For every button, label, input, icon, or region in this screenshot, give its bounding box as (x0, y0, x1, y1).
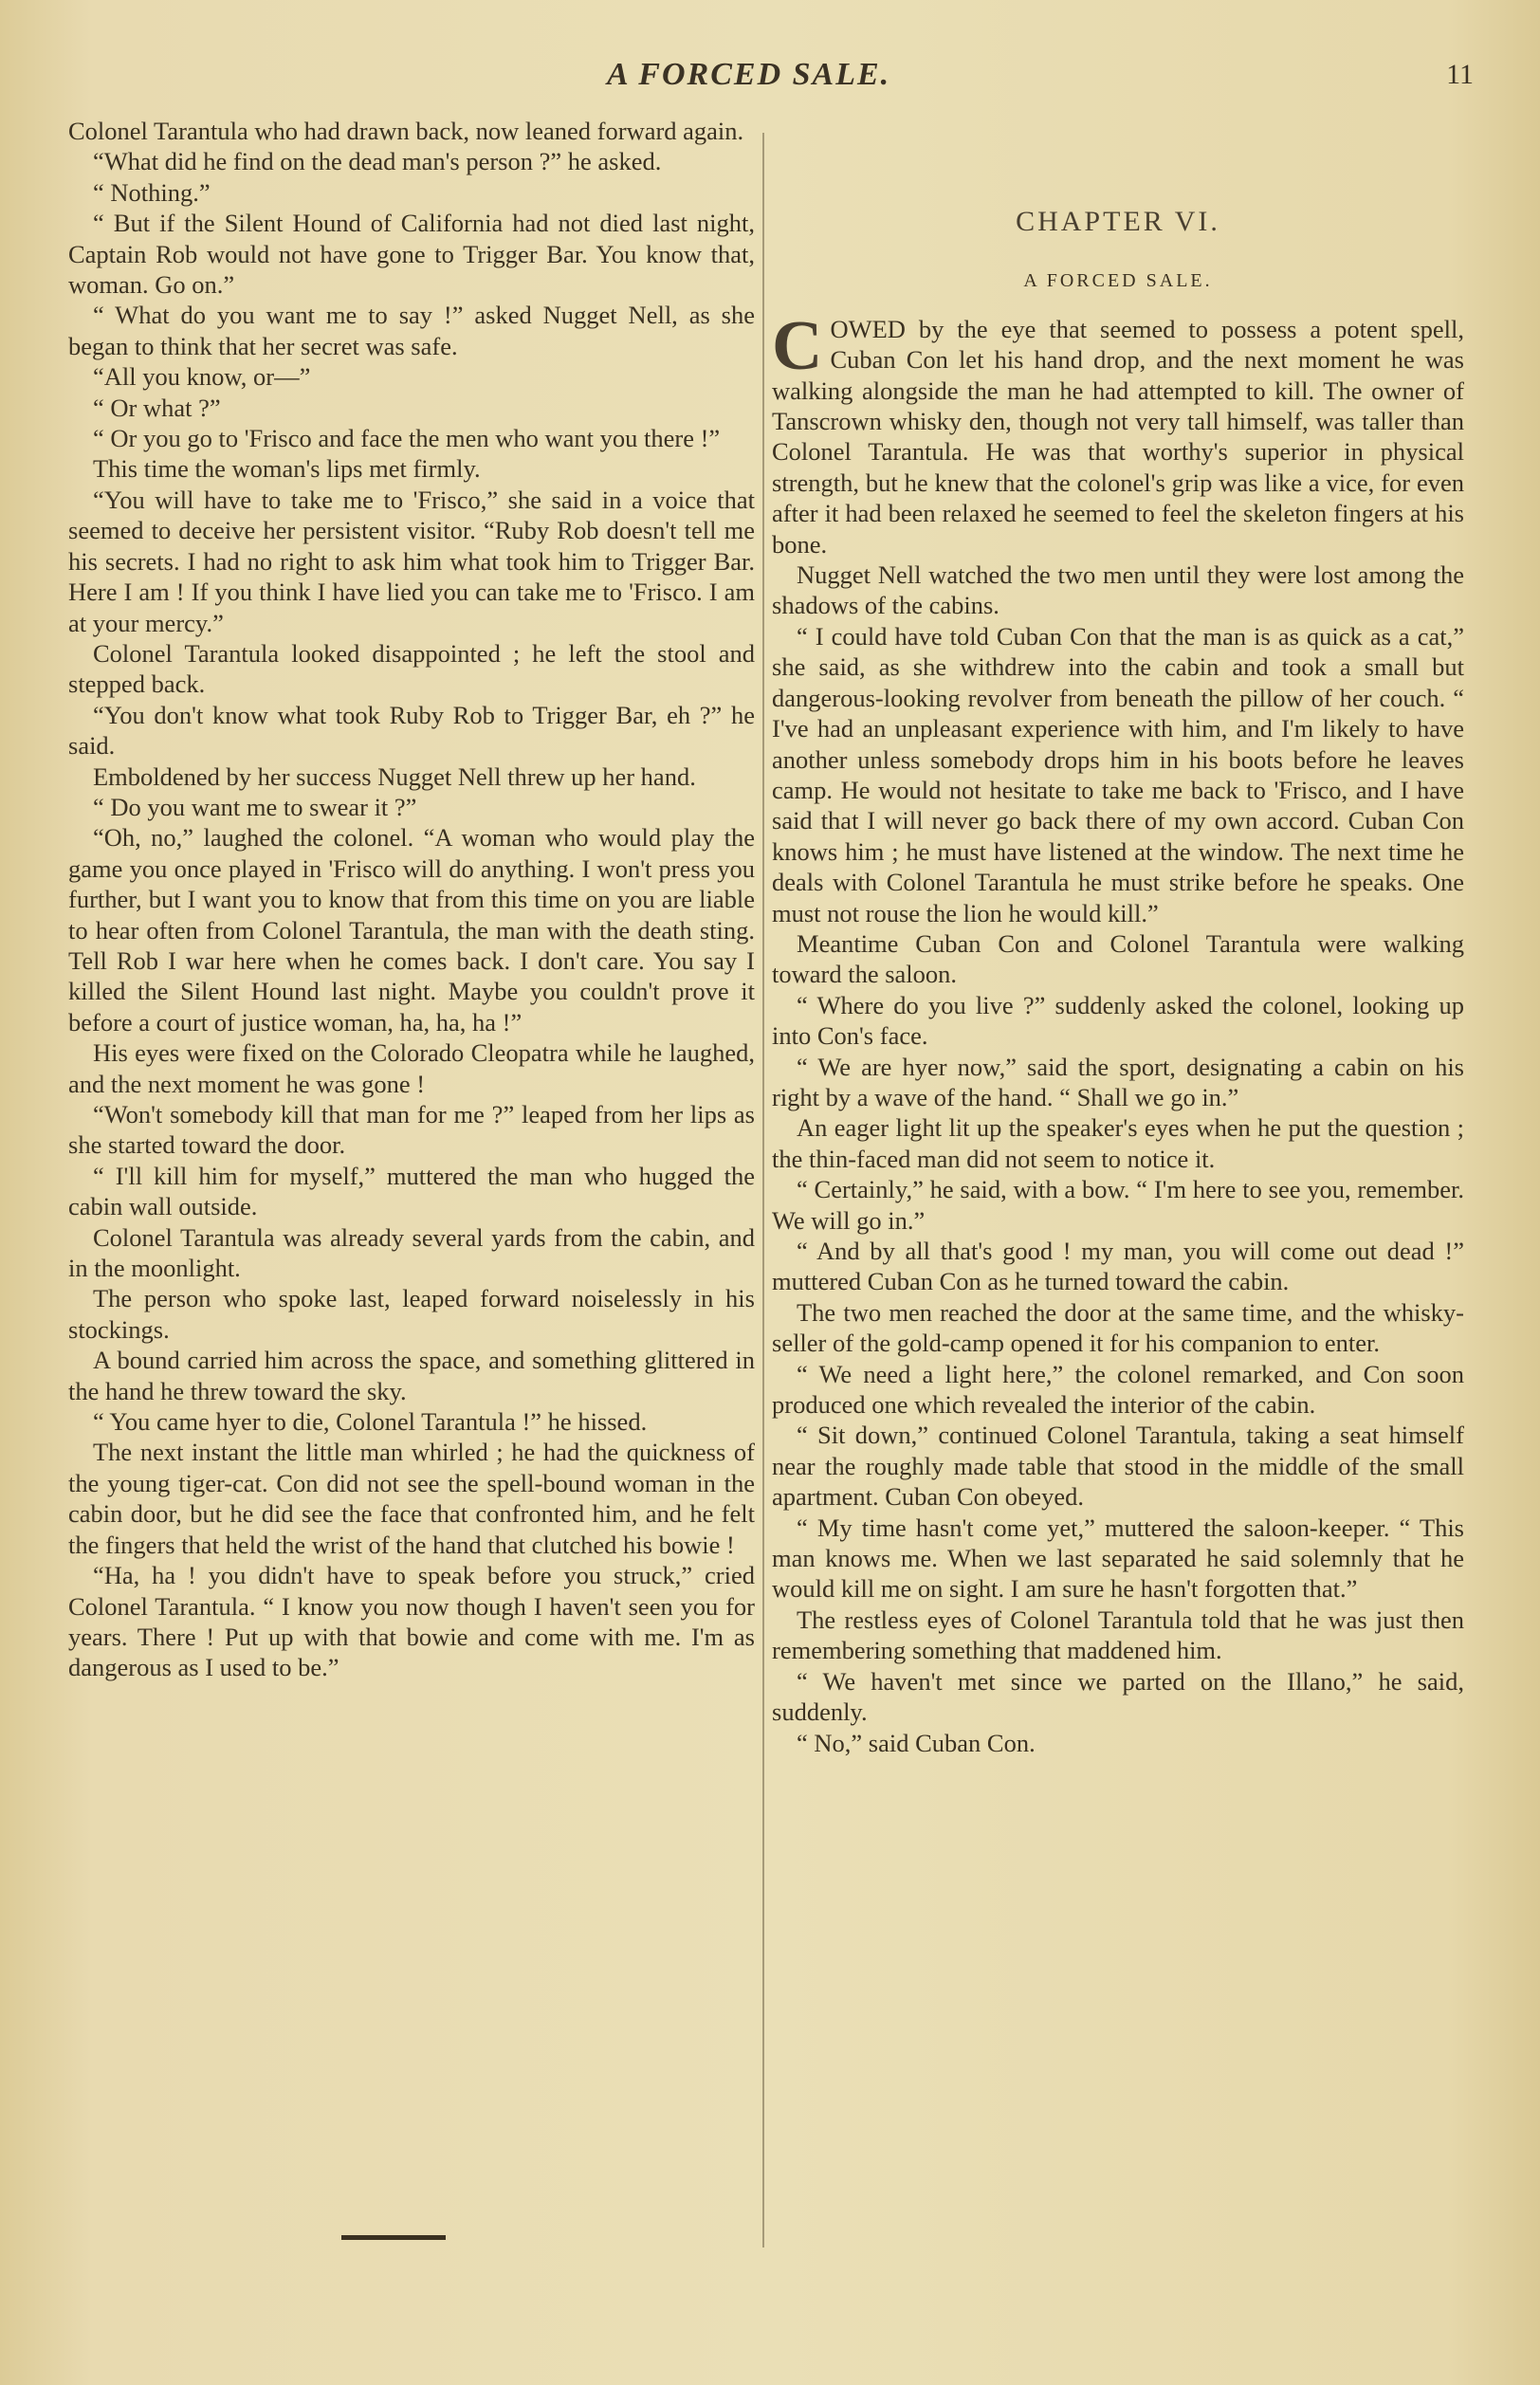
paragraph: “ No,” said Cuban Con. (797, 1728, 1036, 1757)
right-column (772, 116, 1464, 1758)
paragraph: “You will have to take me to 'Frisco,” she said in a voice that seemed to deceive her persistent visitor. “Ruby Rob doesn't tell me his secrets. I had no right to ask him what took him to Trigger Bar. Here I am ! If you think I have lied you can take me to 'Frisco. I am at your mercy.” (68, 485, 755, 637)
paragraph: “Oh, no,” laughed the colonel. “A woman who would play the game you once played in 'Frisco will do anything. I won't press you further, but I want you to know that from this time on you are liable to hear often from Colonel Tarantula, the man with the death sting. Tell Rob I war here when he comes back. I don't care. You say I killed the Silent Hound last night. Maybe you couldn't prove it before a court of justice woman, ha, ha, ha !” (68, 823, 755, 1037)
paragraph: An eager light lit up the speaker's eyes when he put the question ; the thin-faced man did not seem to notice it. (772, 1113, 1464, 1173)
paragraph: “ We haven't met since we parted on the Illano,” he said, suddenly. (772, 1666, 1464, 1727)
paragraph: “Ha, ha ! you didn't have to speak before you struck,” cried Colonel Tarantula. “ I know you now though I haven't seen you for years. There ! Put up with that bowie and come with me. I'm as dangerous as I used to be.” (68, 1561, 755, 1682)
paragraph: “You don't know what took Ruby Rob to Trigger Bar, eh ?” he said. (68, 700, 755, 761)
paragraph: “ My time hasn't come yet,” muttered the saloon-keeper. “ This man knows me. When we last separated he said solemnly that he would kill me on sight. I am sure he hasn't forgotten that.” (772, 1513, 1464, 1604)
paragraph: “Won't somebody kill that man for me ?” leaped from her lips as she started toward the door. (68, 1100, 755, 1160)
running-title: A FORCED SALE. (607, 57, 891, 92)
paragraph: “What did he find on the dead man's person ?” he asked. (93, 147, 662, 176)
paragraph: “ Or you go to 'Frisco and face the men who want you there !” (93, 424, 721, 453)
paragraph: A bound carried him across the space, and something glittered in the hand he threw toward the sky. (68, 1346, 755, 1405)
paragraph: The next instant the little man whirled ; he had the quickness of the young tiger-cat. Con did not see the spell-bound woman in the cabin door, but he did see the face that confronted him, and he felt the fingers that held the wrist of the hand that clutched his bowie ! (68, 1438, 755, 1559)
paragraph: “ And by all that's good ! my man, you will come out dead !” muttered Cuban Con as he turned toward the cabin. (772, 1237, 1464, 1296)
opening-paragraph (772, 306, 1464, 560)
paragraph: “ Certainly,” he said, with a bow. “ I'm here to see you, remember. We will go in.” (772, 1175, 1464, 1235)
paragraph: The person who spoke last, leaped forward noiselessly in his stockings. (68, 1284, 755, 1344)
paragraph: “ We need a light here,” the colonel remarked, and Con soon produced one which revealed the interior of the cabin. (772, 1359, 1464, 1420)
paragraph: “ But if the Silent Hound of California had not died last night, Captain Rob would not have gone to Trigger Bar. You know that, woman. Go on.” (68, 209, 755, 300)
paragraph: “ What do you want me to say !” asked Nugget Nell, as she began to think that her secret was safe. (68, 301, 755, 360)
section-end-rule (341, 2235, 446, 2240)
paragraph: “ Sit down,” continued Colonel Tarantula, taking a seat himself near the roughly made table that stood in the middle of the small apartment. Cuban Con obeyed. (772, 1421, 1464, 1512)
paragraph: “ I'll kill him for myself,” muttered the man who hugged the cabin wall outside. (68, 1161, 755, 1221)
chapter-heading: CHAPTER VI. (1016, 206, 1220, 237)
paragraph: Emboldened by her success Nugget Nell threw up her hand. (93, 761, 696, 791)
paragraph: The two men reached the door at the same time, and the whisky-seller of the gold-camp opened it for his companion to enter. (772, 1297, 1464, 1358)
dropcap: C (772, 306, 823, 385)
paragraph: Nugget Nell watched the two men until they were lost among the shadows of the cabins. (772, 560, 1464, 620)
paragraph: “ Nothing.” (93, 177, 211, 207)
column-divider (762, 133, 764, 2247)
paragraph: “ Do you want me to swear it ?” (93, 792, 417, 821)
paragraph: “ We are hyer now,” said the sport, designating a cabin on his right by a wave of the hand. “ Shall we go in.” (772, 1052, 1464, 1111)
page-header (0, 57, 1540, 104)
paragraph: His eyes were fixed on the Colorado Cleopatra while he laughed, and the next moment he was gone ! (68, 1038, 755, 1098)
paragraph: Colonel Tarantula who had drawn back, now leaned forward again. (68, 117, 744, 145)
paragraph: “ Or what ?” (93, 393, 221, 422)
paragraph: “ You came hyer to die, Colonel Tarantula !” he hissed. (93, 1407, 648, 1437)
page-number: 11 (1446, 59, 1474, 90)
paragraph: Meantime Cuban Con and Colonel Tarantula were walking toward the saloon. (772, 928, 1464, 989)
paragraph: “ I could have told Cuban Con that the man is as quick as a cat,” she said, as she withdrew into the cabin and took a small but dangerous-looking revolver from beneath the pillow of her couch. “ I've had an unpleasant experience with him, and I'm likely to have another unless somebody drops him in his boots before he leaves camp. He would not hesitate to take me back to 'Frisco, and I have said that I will never go back there of my own accord. Cuban Con knows him ; he must have listened at the window. The next time he deals with Colonel Tarantula he must strike before he speaks. One must not rouse the lion he would kill.” (772, 621, 1464, 927)
paragraph: The restless eyes of Colonel Tarantula told that he was just then remembering something that maddened him. (772, 1605, 1464, 1665)
paragraph: This time the woman's lips met firmly. (93, 454, 481, 484)
chapter-title: A FORCED SALE. (1023, 270, 1213, 292)
paragraph: Colonel Tarantula looked disappointed ; he left the stool and stepped back. (68, 638, 755, 699)
paragraph: “ Where do you live ?” suddenly asked the colonel, looking up into Con's face. (772, 990, 1464, 1051)
opening-text: OWED by the eye that seemed to possess a potent spell, Cuban Con let his hand drop, and the next moment he was walking alongside the man he had attempted to kill. The owner of Tanscrown whisky den, though not very tall himself, was taller than Colonel Tarantula. He was that worthy's superior in physical strength, but he knew that the colonel's grip was like a vice, for even after it had been relaxed he seemed to feel the skeleton fingers at his bone. (772, 314, 1464, 559)
paragraph: “All you know, or—” (93, 362, 311, 392)
left-column (68, 116, 755, 1683)
paragraph: Colonel Tarantula was already several yards from the cabin, and in the moonlight. (68, 1222, 755, 1283)
